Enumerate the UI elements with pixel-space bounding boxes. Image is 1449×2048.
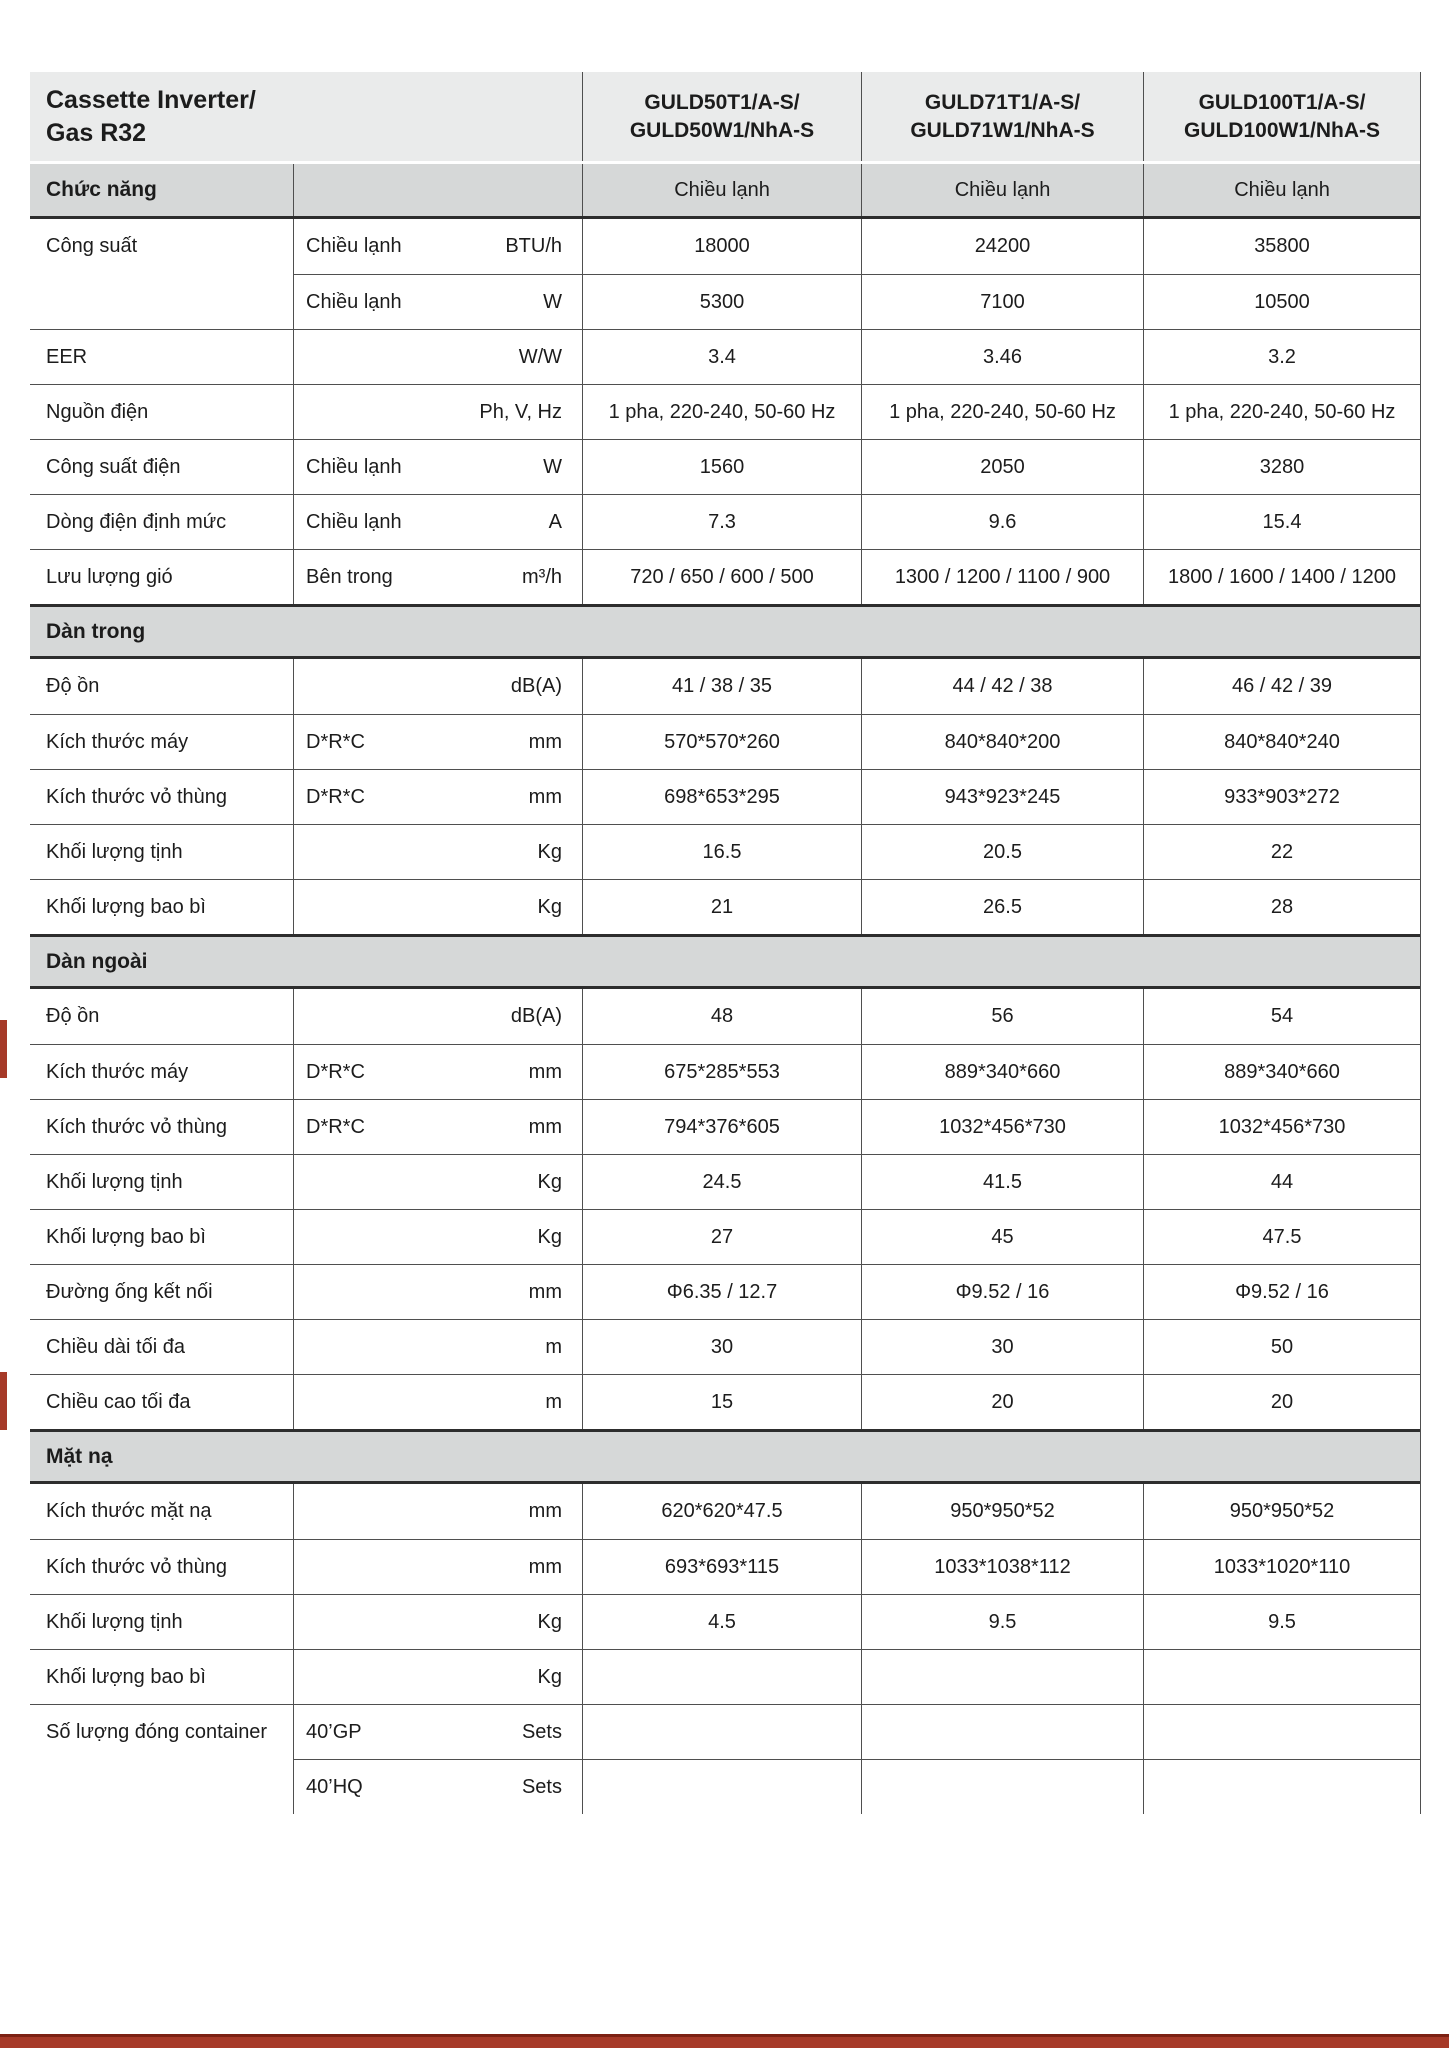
row-label: Kích thước máy (30, 1044, 293, 1099)
row-unit: dB(A) (510, 1005, 562, 1027)
cell-value: 46 / 42 / 39 (1143, 659, 1420, 714)
row-sublabel: Bên trong (306, 565, 393, 588)
row-unit: dB(A) (510, 675, 562, 697)
table-title-line2: Gas R32 (46, 118, 147, 147)
table-title-line1: Cassette Inverter/ (46, 85, 256, 114)
row-label: EER (30, 329, 293, 384)
spec-table (30, 72, 1421, 1814)
cell-value: 15.4 (1143, 494, 1420, 549)
row-unit: Kg (537, 1665, 562, 1688)
row-unit: mm (528, 785, 562, 808)
table-row (30, 1264, 1420, 1319)
row-unit: Kg (537, 1610, 562, 1633)
row-sub (293, 714, 582, 769)
row-unit: W (543, 290, 562, 313)
cell-value: 20.5 (861, 824, 1143, 879)
cell-value (1143, 1649, 1420, 1704)
row-sub (293, 769, 582, 824)
cell-value: 620*620*47.5 (582, 1484, 861, 1539)
cell-value: 47.5 (1143, 1209, 1420, 1264)
row-sub (293, 164, 582, 216)
row-sub (293, 1594, 582, 1649)
row-label: Đường ống kết nối (30, 1264, 293, 1319)
cell-value: 16.5 (582, 824, 861, 879)
row-unit: W (543, 455, 562, 478)
row-label: Chiều cao tối đa (30, 1374, 293, 1429)
cell-value: 9.5 (861, 1594, 1143, 1649)
row-unit: mm (528, 1555, 562, 1578)
row-unit: m (545, 1390, 562, 1413)
row-label: Kích thước vỏ thùng (30, 1099, 293, 1154)
row-label: Khối lượng tịnh (30, 1154, 293, 1209)
table-row (30, 1099, 1420, 1154)
row-sub (293, 1704, 582, 1759)
row-unit: mm (528, 1500, 562, 1522)
cell-value: 30 (582, 1319, 861, 1374)
cell-value (582, 1759, 861, 1814)
row-label: Chức năng (46, 178, 157, 201)
cell-value: 24.5 (582, 1154, 861, 1209)
section-header-dan-trong: Dàn trong (30, 604, 1420, 659)
cell-value: 50 (1143, 1319, 1420, 1374)
row-sub (293, 1759, 582, 1814)
table-title (30, 72, 582, 161)
row-sublabel: Chiều lạnh (306, 290, 402, 313)
cell-value: 3.2 (1143, 329, 1420, 384)
cell-value: 1032*456*730 (1143, 1099, 1420, 1154)
row-unit: m³/h (522, 565, 562, 588)
row-sub (293, 439, 582, 494)
row-sub (293, 879, 582, 934)
table-row (30, 1649, 1420, 1704)
row-label: Độ ồn (46, 675, 100, 697)
row-label: Kích thước vỏ thùng (30, 769, 293, 824)
row-label: Công suất điện (30, 439, 293, 494)
row-sub (293, 1539, 582, 1594)
cell-value: 48 (582, 989, 861, 1044)
table-row (30, 1594, 1420, 1649)
row-unit: mm (528, 730, 562, 753)
row-sublabel: 40’GP (306, 1720, 362, 1743)
cell-value: 4.5 (582, 1594, 861, 1649)
row-unit: W/W (518, 345, 562, 368)
cell-value: 28 (1143, 879, 1420, 934)
row-sublabel: 40’HQ (306, 1775, 363, 1798)
cell-value: 1033*1038*112 (861, 1539, 1143, 1594)
row-sublabel: D*R*C (306, 730, 365, 753)
row-label: Khối lượng tịnh (30, 1594, 293, 1649)
cell-value (582, 1649, 861, 1704)
row-sub (293, 494, 582, 549)
cell-value: 54 (1143, 989, 1420, 1044)
cell-value: 950*950*52 (861, 1484, 1143, 1539)
cell-value: 889*340*660 (1143, 1044, 1420, 1099)
cell-value: 44 / 42 / 38 (861, 659, 1143, 714)
cell-value: 1560 (582, 439, 861, 494)
row-label: Công suất (46, 235, 138, 257)
row-sub (293, 1099, 582, 1154)
cell-value: Φ9.52 / 16 (861, 1264, 1143, 1319)
row-sublabel: Chiều lạnh (306, 510, 402, 533)
row-label: Độ ồn (46, 1005, 100, 1027)
row-label: Kích thước mặt nạ (46, 1500, 212, 1522)
cell-value: 7.3 (582, 494, 861, 549)
table-row (30, 714, 1420, 769)
table-row (30, 769, 1420, 824)
row-label: Chiều dài tối đa (30, 1319, 293, 1374)
cell-value: 3.46 (861, 329, 1143, 384)
cell-value: 5300 (582, 274, 861, 329)
row-label (30, 1759, 293, 1814)
section-header-mat-na: Mặt nạ (30, 1429, 1420, 1484)
table-row (30, 1154, 1420, 1209)
row-unit: m (545, 1335, 562, 1358)
cell-value: 698*653*295 (582, 769, 861, 824)
cell-value: 570*570*260 (582, 714, 861, 769)
row-sub (293, 549, 582, 604)
row-label: Kích thước máy (30, 714, 293, 769)
row-sub (293, 274, 582, 329)
table-row (30, 329, 1420, 384)
row-label (30, 274, 293, 329)
table-row (30, 549, 1420, 604)
table-row (30, 1759, 1420, 1814)
row-sub (293, 1649, 582, 1704)
table-row (30, 989, 1420, 1044)
cell-value: 9.5 (1143, 1594, 1420, 1649)
row-unit: mm (528, 1060, 562, 1083)
cell-value: 1 pha, 220-240, 50-60 Hz (1143, 384, 1420, 439)
row-label: Kích thước vỏ thùng (30, 1539, 293, 1594)
model-header-guld50: GULD50T1/A-S/ GULD50W1/NhA-S (582, 72, 861, 161)
row-label: Số lượng đóng container (30, 1704, 293, 1759)
cell-value: Chiều lạnh (1143, 164, 1420, 216)
row-sublabel: D*R*C (306, 785, 365, 808)
row-sub (293, 1154, 582, 1209)
row-sub (293, 824, 582, 879)
table-row (30, 879, 1420, 934)
table-row (30, 274, 1420, 329)
row-unit: Kg (537, 840, 562, 863)
cell-value: Chiều lạnh (582, 164, 861, 216)
table-row (30, 384, 1420, 439)
row-unit: Sets (521, 1720, 562, 1743)
row-sub (293, 219, 582, 274)
cell-value (861, 1649, 1143, 1704)
cell-value: 1 pha, 220-240, 50-60 Hz (861, 384, 1143, 439)
cell-value: 1300 / 1200 / 1100 / 900 (861, 549, 1143, 604)
cell-value: 950*950*52 (1143, 1484, 1420, 1539)
cell-value: 889*340*660 (861, 1044, 1143, 1099)
cell-value (861, 1759, 1143, 1814)
page-footer-bar (0, 2034, 1449, 2048)
cell-value: 24200 (861, 219, 1143, 274)
cell-value: 44 (1143, 1154, 1420, 1209)
row-unit: Sets (521, 1775, 562, 1798)
row-sub (293, 989, 582, 1044)
row-label: Dòng điện định mức (30, 494, 293, 549)
table-row (30, 1209, 1420, 1264)
row-sublabel: D*R*C (306, 1115, 365, 1138)
cell-value: Chiều lạnh (861, 164, 1143, 216)
cell-value: 41 / 38 / 35 (582, 659, 861, 714)
row-sublabel: Chiều lạnh (306, 235, 402, 257)
section-header-dan-ngoai: Dàn ngoài (30, 934, 1420, 989)
table-row (30, 824, 1420, 879)
row-label: Khối lượng tịnh (30, 824, 293, 879)
cell-value: 794*376*605 (582, 1099, 861, 1154)
row-unit: Kg (537, 1170, 562, 1193)
row-sub (293, 1209, 582, 1264)
table-row (30, 219, 1420, 274)
row-unit: mm (528, 1115, 562, 1138)
row-sub (293, 1264, 582, 1319)
row-label: Khối lượng bao bì (30, 1209, 293, 1264)
cell-value: Φ9.52 / 16 (1143, 1264, 1420, 1319)
cell-value: 840*840*200 (861, 714, 1143, 769)
cell-value: 1 pha, 220-240, 50-60 Hz (582, 384, 861, 439)
table-row (30, 439, 1420, 494)
cell-value (861, 1704, 1143, 1759)
cell-value: 7100 (861, 274, 1143, 329)
row-label: Nguồn điện (30, 384, 293, 439)
cell-value (1143, 1759, 1420, 1814)
table-row (30, 1319, 1420, 1374)
cell-value: 26.5 (861, 879, 1143, 934)
row-sublabel: D*R*C (306, 1060, 365, 1083)
cell-value (582, 1704, 861, 1759)
cell-value: 10500 (1143, 274, 1420, 329)
row-sub (293, 329, 582, 384)
row-sub (293, 1319, 582, 1374)
cell-value: 675*285*553 (582, 1044, 861, 1099)
row-unit: mm (528, 1280, 562, 1303)
cell-value: 1800 / 1600 / 1400 / 1200 (1143, 549, 1420, 604)
page-edge-red-mark (0, 1372, 7, 1430)
table-header (30, 72, 1420, 161)
cell-value: 45 (861, 1209, 1143, 1264)
cell-value: 35800 (1143, 219, 1420, 274)
row-label: Lưu lượng gió (30, 549, 293, 604)
row-unit: BTU/h (505, 235, 562, 257)
model-header-guld71: GULD71T1/A-S/ GULD71W1/NhA-S (861, 72, 1143, 161)
cell-value: 56 (861, 989, 1143, 1044)
cell-value: 840*840*240 (1143, 714, 1420, 769)
table-row (30, 1539, 1420, 1594)
cell-value: 21 (582, 879, 861, 934)
row-sub (293, 1044, 582, 1099)
cell-value: 1033*1020*110 (1143, 1539, 1420, 1594)
table-row-function (30, 164, 1420, 219)
row-sub (293, 659, 582, 714)
cell-value: 15 (582, 1374, 861, 1429)
cell-value: 933*903*272 (1143, 769, 1420, 824)
row-unit: Ph, V, Hz (479, 400, 562, 423)
model-header-guld100: GULD100T1/A-S/ GULD100W1/NhA-S (1143, 72, 1420, 161)
table-row (30, 1044, 1420, 1099)
cell-value: 943*923*245 (861, 769, 1143, 824)
row-label: Khối lượng bao bì (30, 1649, 293, 1704)
row-sub (293, 384, 582, 439)
row-sub (293, 1374, 582, 1429)
cell-value: 41.5 (861, 1154, 1143, 1209)
cell-value: 27 (582, 1209, 861, 1264)
cell-value: 693*693*115 (582, 1539, 861, 1594)
cell-value: 22 (1143, 824, 1420, 879)
row-unit: Kg (537, 1225, 562, 1248)
cell-value: 2050 (861, 439, 1143, 494)
row-unit: Kg (537, 895, 562, 918)
row-label: Khối lượng bao bì (30, 879, 293, 934)
cell-value: 3280 (1143, 439, 1420, 494)
cell-value: 30 (861, 1319, 1143, 1374)
cell-value: 3.4 (582, 329, 861, 384)
cell-value: 18000 (582, 219, 861, 274)
cell-value: Φ6.35 / 12.7 (582, 1264, 861, 1319)
row-sublabel: Chiều lạnh (306, 455, 402, 478)
table-row (30, 659, 1420, 714)
row-unit: A (548, 510, 562, 533)
row-sub (293, 1484, 582, 1539)
page-edge-red-mark (0, 1020, 7, 1078)
table-row (30, 1484, 1420, 1539)
cell-value (1143, 1704, 1420, 1759)
cell-value: 20 (1143, 1374, 1420, 1429)
cell-value: 20 (861, 1374, 1143, 1429)
cell-value: 1032*456*730 (861, 1099, 1143, 1154)
table-row (30, 494, 1420, 549)
table-row (30, 1374, 1420, 1429)
table-row (30, 1704, 1420, 1759)
cell-value: 720 / 650 / 600 / 500 (582, 549, 861, 604)
cell-value: 9.6 (861, 494, 1143, 549)
